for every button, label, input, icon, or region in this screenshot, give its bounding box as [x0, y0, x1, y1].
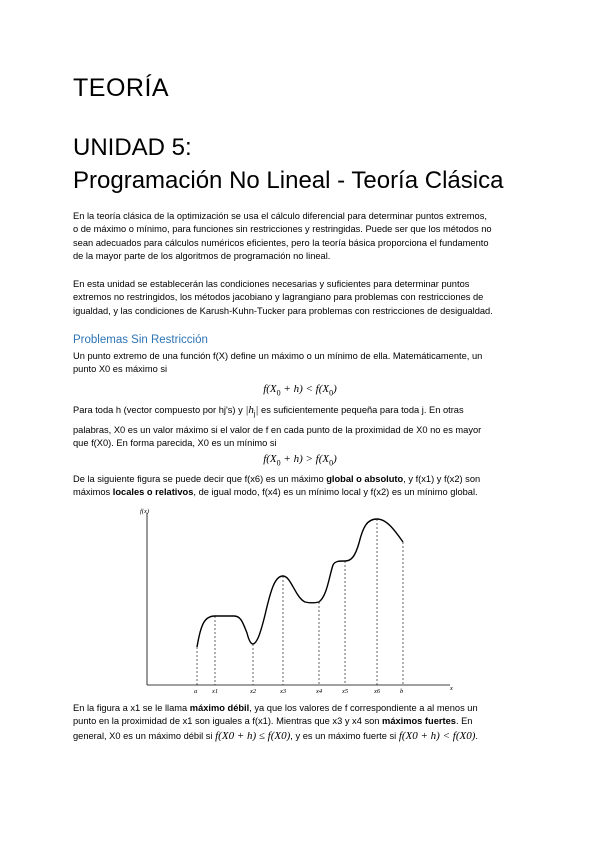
intro-line: o de máximo o mínimo, para funciones sin restricciones y restringidas. Puede ser que los métodos no [73, 224, 492, 235]
scope-line: En esta unidad se establecerán las condiciones necesarias y suficientes para determinar puntos [73, 279, 470, 289]
strong-max-formula: f(X0 + h) < f(X0) [398, 729, 476, 742]
neighborhood-line [73, 404, 533, 421]
definition-line: Un punto extremo de una función f(X) define un máximo o un mínimo de ella. Matemáticamente, un [73, 351, 483, 361]
text-run: es suficientemente pequeña para toda j. En otras [261, 405, 464, 415]
y-axis-label: f(x) [140, 508, 150, 515]
formula-part: + h) < f(X [280, 383, 330, 395]
x-axis-label: x [450, 685, 453, 692]
text-run: . En [455, 716, 473, 727]
definition-line: punto X0 es máximo si [73, 364, 168, 375]
figure-intro-line [73, 473, 533, 486]
bold-run: máximo débil [189, 703, 250, 713]
formula-sub: 0 [329, 388, 334, 398]
function-curve [197, 519, 403, 647]
formula-part: ) [333, 453, 337, 465]
text-run: , y es un máximo fuerte si [290, 730, 397, 741]
x-tick-label: x3 [280, 688, 287, 695]
text-run: Para toda h (vector compuesto por hj's) y [73, 405, 243, 415]
section-title: Problemas Sin Restricción [73, 334, 208, 346]
x-tick-label: a [194, 688, 198, 695]
formula-sub: 0 [276, 388, 281, 398]
unit-title: Programación No Lineal - Teoría Clásica [73, 167, 504, 194]
x-tick-label: b [400, 688, 404, 695]
text-run: , ya que los valores de f correspondiente a al menos un [249, 703, 478, 713]
text-run: punto en la proximidad de x1 son iguales a f(x1). Mientras que x3 y x4 son [73, 716, 383, 727]
bold-run: global o absoluto [326, 474, 404, 484]
intro-paragraph [73, 210, 528, 263]
neighborhood-line: palabras, X0 es un valor máximo si el valor de f en cada punto de la proximidad de X0 no es mayor [73, 425, 482, 436]
scope-paragraph [73, 278, 528, 318]
formula-part: + h) > f(X [280, 453, 330, 465]
x-tick-label: x5 [342, 688, 349, 695]
formula-part: f(X [263, 383, 277, 395]
text-run: De la siguiente figura se puede decir que f(x6) es un máximo [73, 474, 327, 484]
formula-part: ) [333, 383, 337, 395]
neighborhood-paragraph [73, 404, 533, 451]
text-run: . [475, 730, 478, 741]
bold-run: locales o relativos [112, 487, 194, 498]
formula-part: f(X [263, 453, 277, 465]
bold-run: máximos fuertes [382, 716, 456, 727]
scope-line: igualdad, y las condiciones de Karush-Kuhn-Tucker para problemas con restricciones de desigualdad. [73, 305, 493, 316]
formula-sub: 0 [329, 458, 334, 468]
x-tick-label: x1 [212, 688, 219, 695]
intro-line: En la teoría clásica de la optimización se usa el cálculo diferencial para determinar puntos extremos, [73, 211, 487, 221]
formula-minimum [0, 451, 600, 467]
intro-line: de la mayor parte de los algoritmos de programación no lineal. [73, 250, 331, 261]
abs-sub: j [253, 410, 256, 418]
unit-heading: UNIDAD 5: [73, 134, 192, 161]
formula-sub: 0 [276, 458, 281, 468]
text-run: , y f(x1) y f(x2) son [403, 474, 481, 484]
abs-h: |h [245, 404, 254, 416]
formula-maximum [0, 381, 600, 397]
weak-strong-line [73, 715, 533, 728]
weak-strong-paragraph [73, 702, 533, 743]
definition-paragraph [73, 350, 533, 377]
figure-intro-line [73, 486, 533, 499]
x-tick-label: x6 [374, 688, 381, 695]
weak-strong-line [73, 730, 533, 743]
text-run: En la figura a x1 se le llama [73, 703, 190, 713]
intro-line: sean adecuados para cálculos numéricos eficientes, pero la teoría básica proporciona el fundamento [73, 237, 489, 248]
weak-strong-line [73, 702, 533, 715]
extrema-figure [135, 505, 465, 697]
tick-labels [194, 688, 404, 695]
text-run: máximos [73, 487, 113, 498]
abs-end: | [255, 404, 259, 416]
dashed-guides [197, 519, 403, 685]
figure-intro-paragraph [73, 473, 533, 500]
x-tick-label: x4 [316, 688, 323, 695]
extrema-chart [135, 505, 465, 697]
weak-max-formula: f(X0 + h) ≤ f(X0) [215, 729, 291, 742]
neighborhood-line: que f(X0). En forma parecida, X0 es un mínimo si [73, 438, 277, 449]
text-run: general, X0 es un máximo débil si [73, 730, 213, 741]
scope-line: extremos no restringidos, los métodos jacobiano y lagrangiano para problemas con restricciones de [73, 292, 484, 303]
text-run: , de igual modo, f(x4) es un mínimo local y f(x2) es un mínimo global. [193, 487, 478, 498]
x-tick-label: x2 [250, 688, 257, 695]
page-heading: TEORÍA [73, 74, 170, 102]
